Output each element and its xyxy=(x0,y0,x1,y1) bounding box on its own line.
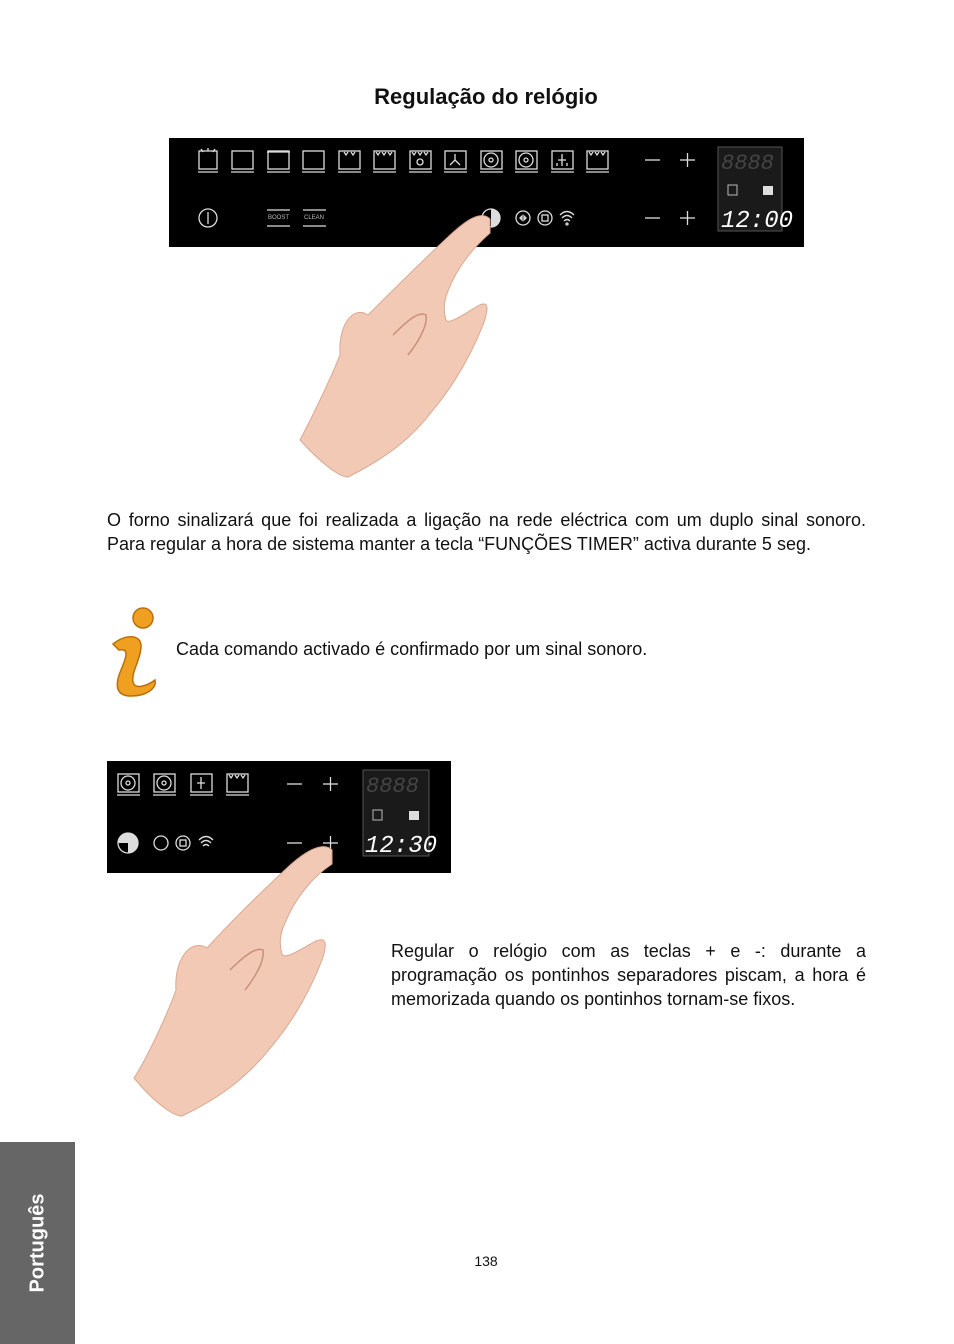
oven-mode-pizza-icon[interactable] xyxy=(226,774,249,795)
oven-mode-defrost-icon[interactable] xyxy=(551,151,574,172)
hand-pointer-icon xyxy=(132,838,342,1118)
clean-label: CLEAN xyxy=(304,215,325,221)
clock-display xyxy=(363,770,437,860)
display-time: 12:30 xyxy=(365,833,438,860)
plus-button-top[interactable] xyxy=(323,777,338,791)
instruction-paragraph: Regular o relógio com as teclas + e -: durante a programação os pontinhos separadores piscam, a hora é memorizada quando os pontinhos tornam-se fixos. xyxy=(391,941,866,1009)
oven-mode-grill-fan-icon[interactable] xyxy=(409,151,432,172)
lock-icon xyxy=(409,811,419,820)
plus-button-bottom[interactable] xyxy=(680,211,695,225)
oven-mode-fan-icon[interactable] xyxy=(444,151,467,172)
clock-display xyxy=(718,147,793,235)
boost-label: BOOST xyxy=(268,215,290,221)
oven-mode-pizza-icon[interactable] xyxy=(586,151,609,172)
oven-mode-convection-bottom-icon[interactable] xyxy=(153,774,176,795)
language-label: Português xyxy=(26,1193,48,1293)
oven-mode-bottom-icon[interactable] xyxy=(302,151,325,172)
lock-icon xyxy=(763,186,773,195)
power-icon[interactable] xyxy=(199,209,217,227)
display-top-digits: 8888 xyxy=(721,151,774,176)
oven-light-mode-icon[interactable] xyxy=(198,148,218,172)
oven-mode-defrost-icon[interactable] xyxy=(190,774,213,795)
intro-paragraph: O forno sinalizará que foi realizada a ligação na rede eléctrica com um duplo sinal sonoro. Para regular a hora de sistema manter a tecla “FUNÇÕES TIMER” activa durante 5 seg. xyxy=(107,510,866,554)
display-top-digits: 8888 xyxy=(366,774,419,799)
wifi-icon[interactable] xyxy=(560,212,574,226)
info-note: Cada comando activado é confirmado por um sinal sonoro. xyxy=(176,639,648,659)
language-side-tab xyxy=(0,1142,75,1344)
timer-end-icon[interactable] xyxy=(538,211,552,225)
plus-button-top[interactable] xyxy=(680,153,695,167)
oven-mode-grill-icon[interactable] xyxy=(338,151,361,172)
display-time: 12:00 xyxy=(721,208,794,235)
timer-duration-icon[interactable] xyxy=(516,211,530,225)
oven-mode-convection-icon[interactable] xyxy=(117,774,140,795)
oven-mode-maxi-grill-icon[interactable] xyxy=(373,151,396,172)
oven-mode-top-icon[interactable] xyxy=(267,151,290,172)
hand-pointer-icon xyxy=(298,205,510,480)
page-number: 138 xyxy=(474,1253,498,1269)
page-title: Regulação do relógio xyxy=(374,84,598,109)
info-icon xyxy=(107,604,161,698)
oven-mode-top-bottom-icon[interactable] xyxy=(231,151,254,172)
oven-mode-convection-icon[interactable] xyxy=(480,151,503,172)
oven-mode-convection-bottom-icon[interactable] xyxy=(515,151,538,172)
